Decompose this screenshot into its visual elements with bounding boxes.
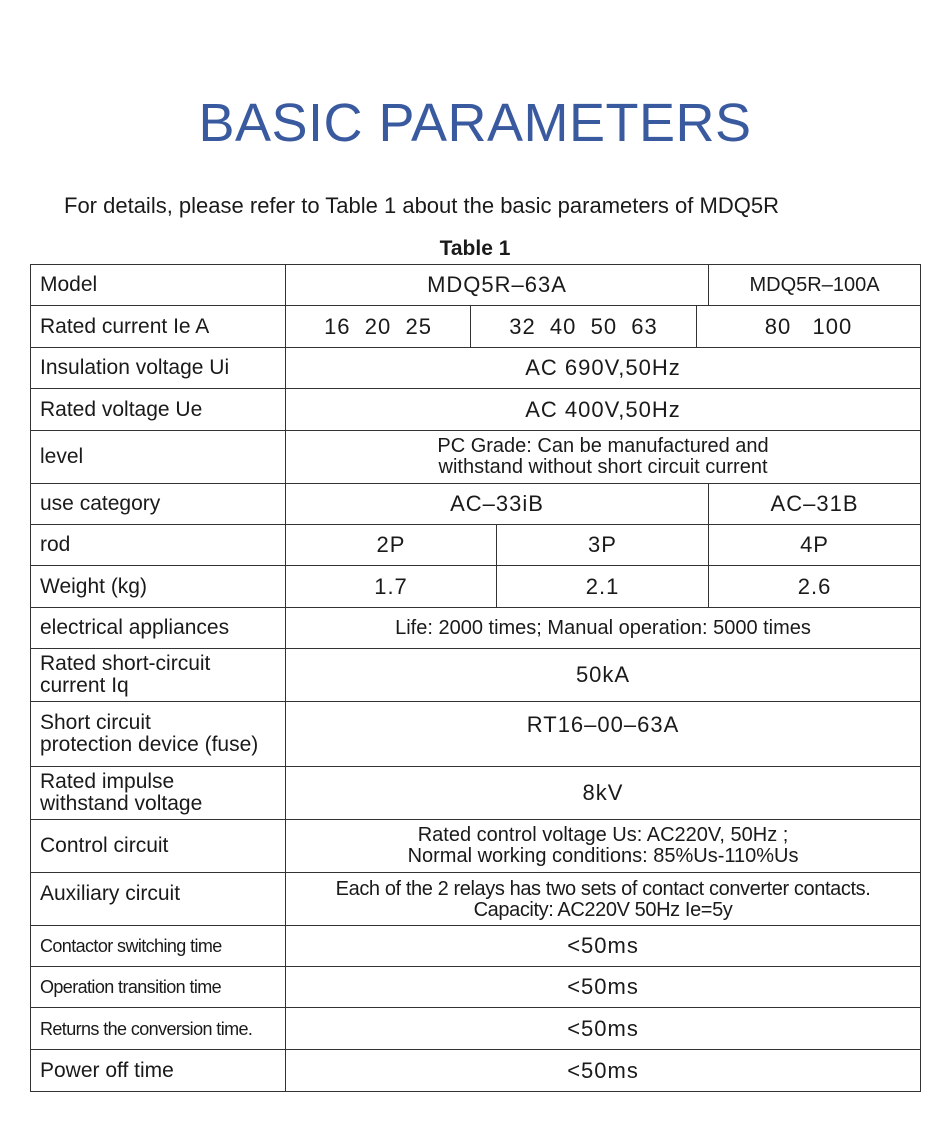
row-label-electrical: electrical appliances — [31, 608, 286, 649]
row-label-short-circuit-current: Rated short-circuit current Iq — [31, 649, 286, 702]
model-63a: MDQ5R–63A — [286, 265, 709, 306]
level-value — [286, 431, 921, 484]
intro-text: For details, please refer to Table 1 about the basic parameters of MDQ5R — [64, 193, 779, 218]
weight-2p: 1.7 — [286, 566, 497, 608]
use-category-1: AC–33iB — [286, 484, 709, 525]
table-row — [31, 265, 921, 306]
table-row — [31, 767, 921, 820]
rated-voltage-value: AC 400V,50Hz — [286, 389, 921, 431]
row-label-impulse: Rated impulse withstand voltage — [31, 767, 286, 820]
row-label-model: Model — [31, 265, 286, 306]
table-row — [31, 566, 921, 608]
row-label-insulation: Insulation voltage Ui — [31, 348, 286, 389]
table-caption: Table 1 — [439, 237, 511, 260]
row-label-auxiliary: Auxiliary circuit — [31, 873, 286, 926]
row-label-rated-current: Rated current Ie A — [31, 306, 286, 348]
rated-current-group-3: 80 100 — [697, 306, 921, 348]
page-title: BASIC PARAMETERS — [198, 93, 752, 153]
table-row — [31, 525, 921, 566]
row-label-returns-conversion: Returns the conversion time. — [31, 1008, 286, 1050]
control-line-2: Normal working conditions: 85%Us-110%Us — [407, 845, 799, 867]
table-row — [31, 431, 921, 484]
table-row — [31, 820, 921, 873]
rod-2p: 2P — [286, 525, 497, 566]
electrical-value: Life: 2000 times; Manual operation: 5000 times — [286, 608, 921, 649]
table-row — [31, 484, 921, 525]
use-category-2: AC–31B — [709, 484, 921, 525]
row-label-rated-voltage: Rated voltage Ue — [31, 389, 286, 431]
auxiliary-line-1: Each of the 2 relays has two sets of contact converter contacts. — [335, 878, 871, 900]
table-row — [31, 926, 921, 967]
row-label-rod: rod — [31, 525, 286, 566]
table-row — [31, 1008, 921, 1050]
row-label-operation-transition: Operation transition time — [31, 967, 286, 1008]
returns-conversion-value: <50ms — [286, 1008, 921, 1050]
weight-4p: 2.6 — [709, 566, 921, 608]
level-line-1: PC Grade: Can be manufactured and — [437, 435, 769, 457]
row-label-weight: Weight (kg) — [31, 566, 286, 608]
auxiliary-value — [286, 873, 921, 926]
contactor-switching-value: <50ms — [286, 926, 921, 967]
table-row — [31, 306, 921, 348]
row-label-level: level — [31, 431, 286, 484]
row-label-control: Control circuit — [31, 820, 286, 873]
table-row — [31, 702, 921, 767]
table-row — [31, 873, 921, 926]
table-row — [31, 608, 921, 649]
short-circuit-device-value: RT16–00–63A — [286, 702, 921, 767]
level-line-2: withstand without short circuit current — [438, 456, 768, 478]
impulse-value: 8kV — [286, 767, 921, 820]
table-row — [31, 967, 921, 1008]
table-row — [31, 649, 921, 702]
rated-current-group-2: 32 40 50 63 — [471, 306, 697, 348]
control-line-1: Rated control voltage Us: AC220V, 50Hz ; — [417, 824, 789, 846]
row-label-use-category: use category — [31, 484, 286, 525]
operation-transition-value: <50ms — [286, 967, 921, 1008]
auxiliary-line-2: Capacity: AC220V 50Hz Ie=5y — [473, 899, 733, 921]
control-value — [286, 820, 921, 873]
table-row — [31, 348, 921, 389]
table-row — [31, 389, 921, 431]
row-label-contactor-switching: Contactor switching time — [31, 926, 286, 967]
table-row — [31, 1050, 921, 1092]
short-circuit-current-value: 50kA — [286, 649, 921, 702]
rod-3p: 3P — [497, 525, 709, 566]
power-off-value: <50ms — [286, 1050, 921, 1092]
weight-3p: 2.1 — [497, 566, 709, 608]
parameters-table — [30, 264, 921, 1092]
row-label-short-circuit-device: Short circuit protection device (fuse) — [31, 702, 286, 767]
model-100a: MDQ5R–100A — [709, 265, 921, 306]
insulation-value: AC 690V,50Hz — [286, 348, 921, 389]
rod-4p: 4P — [709, 525, 921, 566]
rated-current-group-1: 16 20 25 — [286, 306, 471, 348]
row-label-power-off: Power off time — [31, 1050, 286, 1092]
